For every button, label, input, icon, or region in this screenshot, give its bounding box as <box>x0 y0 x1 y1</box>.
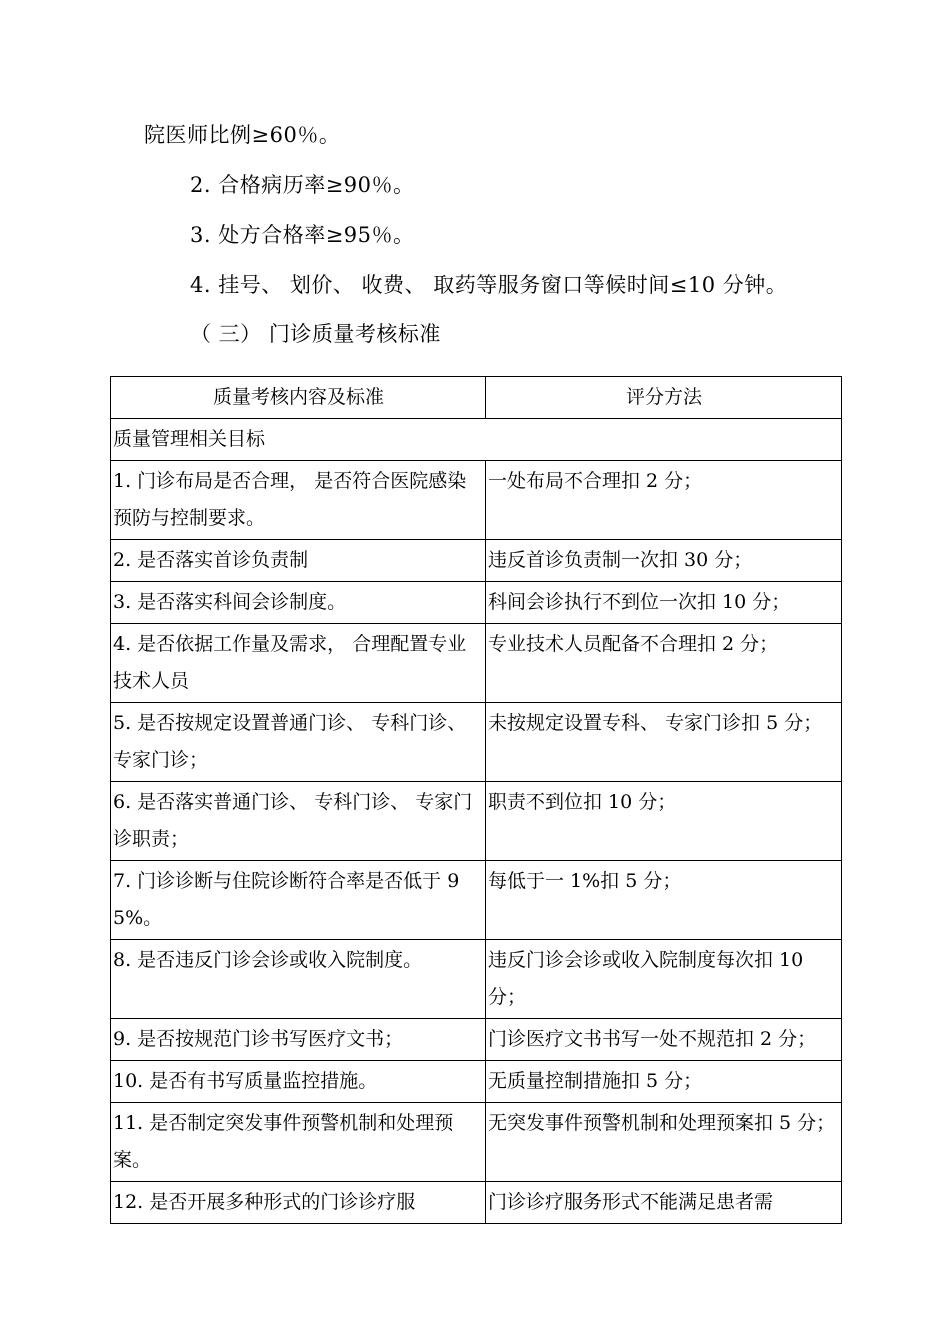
table-row <box>111 703 842 782</box>
criteria-cell: 5. 是否按规定设置普通门诊、 专科门诊、 专家门诊； <box>111 703 486 782</box>
header-cell-method: 评分方法 <box>486 377 842 419</box>
criteria-cell: 11. 是否制定突发事件预警机制和处理预案。 <box>111 1103 486 1182</box>
criteria-cell: 2. 是否落实首诊负责制 <box>111 540 486 582</box>
criteria-cell: 9. 是否按规范门诊书写医疗文书； <box>111 1019 486 1061</box>
header-cell-content: 质量考核内容及标准 <box>111 377 486 419</box>
criteria-cell: 6. 是否落实普通门诊、 专科门诊、 专家门诊职责； <box>111 782 486 861</box>
table-row <box>111 782 842 861</box>
section-cell: 质量管理相关目标 <box>111 419 842 461</box>
criteria-cell: 1. 门诊布局是否合理， 是否符合医院感染预防与控制要求。 <box>111 461 486 540</box>
scoring-cell: 一处布局不合理扣 2 分； <box>486 461 842 540</box>
scoring-cell: 无质量控制措施扣 5 分； <box>486 1061 842 1103</box>
table-row <box>111 940 842 1019</box>
criteria-cell: 3. 是否落实科间会诊制度。 <box>111 582 486 624</box>
table-row <box>111 1103 842 1182</box>
criteria-cell: 8. 是否违反门诊会诊或收入院制度。 <box>111 940 486 1019</box>
section-row <box>111 419 842 461</box>
criteria-cell: 12. 是否开展多种形式的门诊诊疗服 <box>111 1182 486 1224</box>
table-row <box>111 861 842 940</box>
scoring-cell: 违反门诊会诊或收入院制度每次扣 10 分； <box>486 940 842 1019</box>
scoring-cell: 专业技术人员配备不合理扣 2 分； <box>486 624 842 703</box>
scoring-cell: 职责不到位扣 10 分； <box>486 782 842 861</box>
criteria-cell: 10. 是否有书写质量监控措施。 <box>111 1061 486 1103</box>
table-row <box>111 582 842 624</box>
table-row <box>111 1182 842 1224</box>
table-row <box>111 461 842 540</box>
scoring-cell: 门诊诊疗服务形式不能满足患者需 <box>486 1182 842 1224</box>
scoring-cell: 违反首诊负责制一次扣 30 分； <box>486 540 842 582</box>
table-row <box>111 1019 842 1061</box>
table-row <box>111 540 842 582</box>
table-row <box>111 1061 842 1103</box>
paragraph-line-2: 2. 合格病历率≥90％。 <box>190 173 415 197</box>
criteria-cell: 7. 门诊诊断与住院诊断符合率是否低于 95%。 <box>111 861 486 940</box>
scoring-cell: 门诊医疗文书书写一处不规范扣 2 分； <box>486 1019 842 1061</box>
criteria-cell: 4. 是否依据工作量及需求， 合理配置专业技术人员 <box>111 624 486 703</box>
scoring-cell: 科间会诊执行不到位一次扣 10 分； <box>486 582 842 624</box>
table-row <box>111 624 842 703</box>
scoring-cell: 未按规定设置专科、 专家门诊扣 5 分； <box>486 703 842 782</box>
section-heading: （ 三） 门诊质量考核标准 <box>190 322 441 346</box>
paragraph-line-4: 4. 挂号、 划价、 收费、 取药等服务窗口等候时间≤10 分钟。 <box>190 273 788 297</box>
paragraph-line-1: 院医师比例≥60％。 <box>144 123 341 147</box>
table-header-row <box>111 377 842 419</box>
paragraph-line-3: 3. 处方合格率≥95％。 <box>190 223 415 247</box>
assessment-table <box>110 376 842 1224</box>
scoring-cell: 无突发事件预警机制和处理预案扣 5 分； <box>486 1103 842 1182</box>
scoring-cell: 每低于一 1%扣 5 分； <box>486 861 842 940</box>
